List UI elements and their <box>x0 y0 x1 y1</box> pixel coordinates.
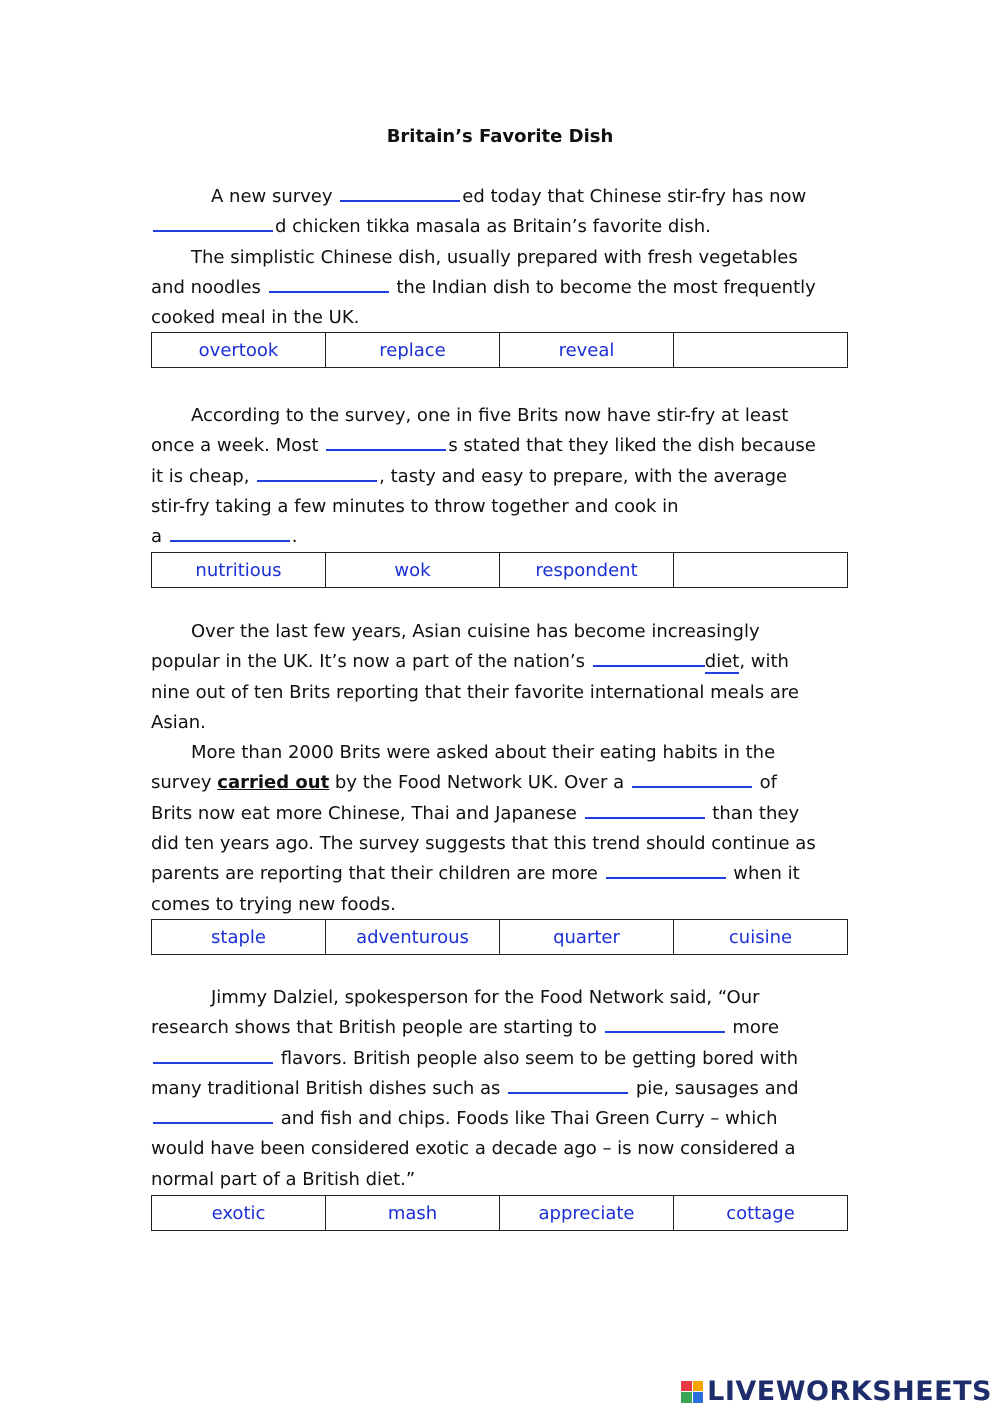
word-bank-cell: adventurous <box>326 920 500 955</box>
text-segment: by the Food Network UK. Over a <box>329 772 630 794</box>
text-segment: popular in the UK. It’s now a part of the nation’s <box>151 651 591 673</box>
text-line <box>151 492 851 522</box>
text-segment: More than 2000 Brits were asked about their eating habits in the <box>191 742 776 764</box>
text-line <box>151 182 851 212</box>
text-segment: many traditional British dishes such as <box>151 1077 507 1099</box>
text-line <box>151 401 851 431</box>
text-line <box>151 1165 851 1195</box>
text-segment: cooked meal in the UK. <box>151 307 360 329</box>
answer-blank[interactable] <box>585 799 705 819</box>
text-segment: and noodles <box>151 276 267 298</box>
text-line <box>151 212 851 242</box>
word-bank-1 <box>151 332 848 368</box>
word-bank-cell <box>674 553 848 588</box>
text-line <box>151 1044 851 1074</box>
answer-blank[interactable] <box>632 768 752 788</box>
text-segment: pie, sausages and <box>630 1077 799 1099</box>
text-segment: Over the last few years, Asian cuisine has become increasingly <box>191 621 760 642</box>
logo-text: LIVEWORKSHEETS <box>707 1376 992 1407</box>
underlined-word: diet <box>704 651 740 673</box>
text-line <box>151 983 851 1013</box>
logo-square-1 <box>681 1381 692 1392</box>
text-segment: Asian. <box>151 711 206 733</box>
highlighted-phrase: carried out <box>217 772 330 794</box>
text-segment: Brits now eat more Chinese, Thai and Japanese <box>151 802 583 824</box>
text-line <box>151 799 851 829</box>
answer-blank[interactable] <box>170 522 290 542</box>
word-bank-cell: appreciate <box>500 1196 674 1231</box>
text-segment: stir-fry taking a few minutes to throw together and cook in <box>151 495 679 517</box>
text-segment: Jimmy Dalziel, spokesperson for the Food Network said, “Our <box>211 987 760 1008</box>
text-segment: survey <box>151 772 218 794</box>
text-segment: , with <box>739 651 789 673</box>
paragraph-4 <box>151 983 851 1195</box>
word-bank-cell: quarter <box>500 920 674 955</box>
text-segment: it is cheap, <box>151 465 256 487</box>
text-line <box>151 462 851 492</box>
text-line <box>151 859 851 889</box>
answer-blank[interactable] <box>269 273 389 293</box>
text-segment: when it <box>727 863 800 885</box>
word-bank-2 <box>151 552 848 588</box>
word-bank-3 <box>151 919 848 955</box>
text-segment: , tasty and easy to prepare, with the average <box>379 465 788 487</box>
word-bank-cell: cuisine <box>674 920 848 955</box>
answer-blank[interactable] <box>605 1013 725 1033</box>
word-bank-cell: staple <box>152 920 326 955</box>
text-segment: flavors. British people also seem to be getting bored with <box>275 1047 798 1069</box>
text-segment: once a week. Most <box>151 435 325 457</box>
text-segment: . <box>291 526 298 548</box>
word-bank-cell: cottage <box>674 1196 848 1231</box>
text-segment: would have been considered exotic a decade ago – is now considered a <box>151 1138 796 1160</box>
word-bank-cell: wok <box>326 553 500 588</box>
text-line <box>151 1134 851 1164</box>
text-segment: a <box>151 526 168 548</box>
text-line <box>151 678 851 708</box>
answer-blank[interactable] <box>340 182 460 202</box>
word-bank-cell <box>674 333 848 368</box>
text-segment: of <box>753 772 778 794</box>
text-segment: d chicken tikka masala as Britain’s favorite dish. <box>275 216 711 238</box>
text-line <box>151 1074 851 1104</box>
text-segment: According to the survey, one in five Brits now have stir-fry at least <box>191 405 789 426</box>
logo-mark-icon <box>681 1381 703 1403</box>
text-line <box>151 431 851 461</box>
word-bank-cell: nutritious <box>152 553 326 588</box>
logo-square-2 <box>693 1381 704 1392</box>
text-segment: and fish and chips. Foods like Thai Green Curry – which <box>275 1108 778 1130</box>
answer-blank[interactable] <box>153 212 273 232</box>
text-line <box>151 1013 851 1043</box>
text-line <box>151 708 851 738</box>
word-bank-cell: replace <box>326 333 500 368</box>
word-bank-cell: overtook <box>152 333 326 368</box>
answer-blank[interactable] <box>593 647 705 667</box>
text-segment: ed today that Chinese stir-fry has now <box>462 186 807 207</box>
text-segment: nine out of ten Brits reporting that their favorite international meals are <box>151 681 799 703</box>
answer-blank[interactable] <box>257 462 377 482</box>
answer-blank[interactable] <box>508 1074 628 1094</box>
text-line <box>151 303 851 333</box>
text-line <box>151 617 851 647</box>
text-segment: comes to trying new foods. <box>151 893 396 915</box>
text-segment: than they <box>706 802 800 824</box>
paragraph-3 <box>151 617 851 920</box>
word-bank-4 <box>151 1195 848 1231</box>
text-line <box>151 768 851 798</box>
answer-blank[interactable] <box>153 1044 273 1064</box>
text-line <box>151 1104 851 1134</box>
text-line <box>151 522 851 552</box>
text-line <box>151 890 851 920</box>
text-segment: research shows that British people are starting to <box>151 1017 603 1039</box>
word-bank-cell: reveal <box>500 333 674 368</box>
text-segment: A new survey <box>211 186 339 207</box>
answer-blank[interactable] <box>326 431 446 451</box>
text-segment: The simplistic Chinese dish, usually prepared with fresh vegetables <box>191 246 798 268</box>
text-segment: parents are reporting that their children are more <box>151 863 604 885</box>
liveworksheets-logo <box>681 1376 992 1407</box>
text-segment: did ten years ago. The survey suggests that this trend should continue as <box>151 833 816 855</box>
word-bank-cell: mash <box>326 1196 500 1231</box>
word-bank-cell: respondent <box>500 553 674 588</box>
text-segment: the Indian dish to become the most frequently <box>390 276 816 298</box>
paragraph-2 <box>151 401 851 552</box>
logo-square-4 <box>693 1392 704 1403</box>
text-line <box>151 243 851 273</box>
text-line <box>151 738 851 768</box>
text-segment: normal part of a British diet.” <box>151 1168 416 1190</box>
paragraph-1 <box>151 182 851 333</box>
text-line <box>151 273 851 303</box>
answer-blank[interactable] <box>606 859 726 879</box>
answer-blank[interactable] <box>153 1104 273 1124</box>
text-segment: more <box>726 1017 780 1039</box>
logo-square-3 <box>681 1392 692 1403</box>
word-bank-cell: exotic <box>152 1196 326 1231</box>
text-line <box>151 647 851 677</box>
text-line <box>151 829 851 859</box>
worksheet-title: Britain’s Favorite Dish <box>386 126 614 147</box>
text-segment: s stated that they liked the dish because <box>448 435 816 457</box>
